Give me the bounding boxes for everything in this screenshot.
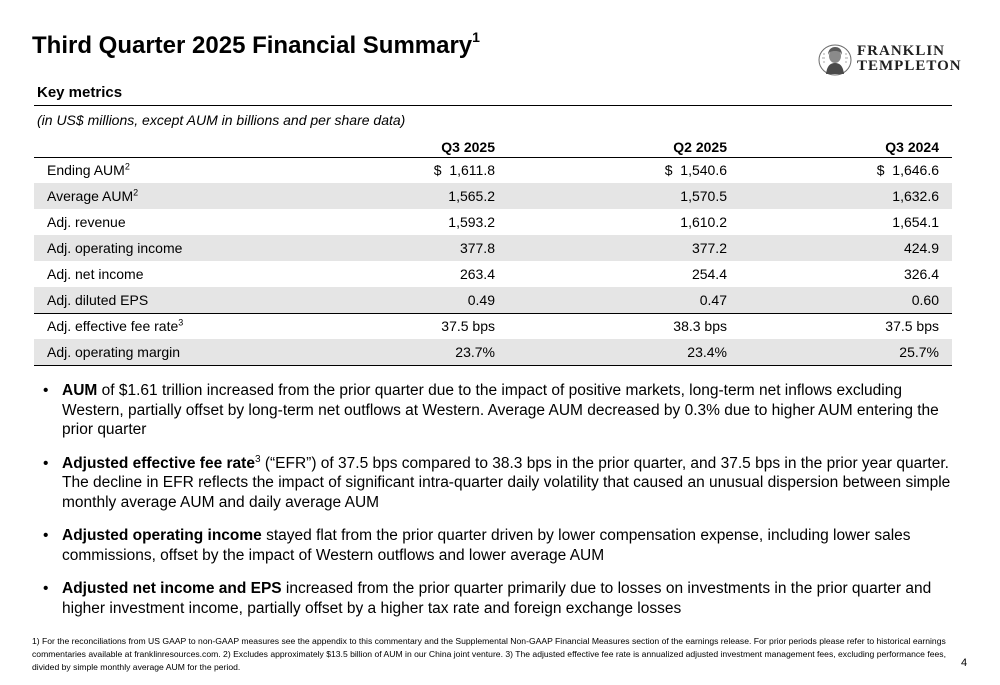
table-cell: 326.4 bbox=[903, 266, 939, 282]
table-cell: 424.9 bbox=[740, 235, 952, 261]
table-cell: 377.8 bbox=[281, 235, 508, 261]
table-row bbox=[34, 287, 952, 313]
franklin-templeton-logo bbox=[817, 44, 973, 78]
column-header: Q3 2025 bbox=[281, 138, 508, 157]
table-cell: 1,632.6 bbox=[740, 183, 952, 209]
section-heading: Key metrics bbox=[37, 84, 123, 101]
table-cell: 0.47 bbox=[508, 287, 740, 313]
table-cell: 1,593.2 bbox=[448, 214, 495, 230]
row-label: Adj. effective fee rate$^3$ bbox=[47, 317, 184, 335]
table-row bbox=[34, 157, 952, 183]
table-cell: 0.60 bbox=[740, 287, 952, 313]
page-number: 4 bbox=[961, 657, 968, 669]
table-row bbox=[34, 209, 952, 235]
footnote-marker: 3 bbox=[254, 453, 261, 465]
bullet-item: • Adjusted operating income stayed flat from the prior quarter driven by lower compensation expense, including lower sales commissions, offset by the impact of Western outflows and lower average AUM bbox=[43, 527, 911, 564]
table-cell: 0.49 bbox=[281, 287, 508, 313]
table-row bbox=[34, 261, 952, 287]
table-row bbox=[34, 339, 952, 365]
table-cell: $ 1,611.8 bbox=[433, 162, 495, 179]
table-cell: 1,654.1 bbox=[892, 214, 939, 230]
table-cell: 254.4 bbox=[691, 266, 727, 282]
row-label: Adj. revenue bbox=[47, 214, 126, 230]
table-cell: 377.2 bbox=[508, 235, 740, 261]
currency-symbol: $ bbox=[433, 162, 442, 179]
table-cell: 23.7% bbox=[281, 339, 508, 365]
row-label: Adj. net income bbox=[47, 266, 144, 282]
key-metrics-table bbox=[34, 138, 952, 366]
table-cell: 263.4 bbox=[459, 266, 495, 282]
row-label: Ending AUM$^2$ bbox=[47, 161, 130, 179]
bullet-icon: • bbox=[43, 382, 49, 399]
section-divider bbox=[34, 105, 952, 106]
title-footnote-marker: 1 bbox=[472, 29, 480, 45]
bullet-item: • AUM of $1.61 trillion increased from the prior quarter due to the impact of positive markets, long-term net inflows excluding Western, partially offset by long-term net outflows at Western. Average AUM decreased by 0.3% due to higher AUM entering the prior quarter bbox=[43, 382, 939, 438]
table-row bbox=[34, 235, 952, 261]
row-label: Adj. operating margin bbox=[34, 339, 281, 365]
bullet-item: • Adjusted net income and EPS increased from the prior quarter primarily due to losses on investments in the prior quarter and higher investment income, partially offset by a higher tax rate and foreign exchange losses bbox=[43, 580, 932, 617]
currency-symbol: $ bbox=[876, 162, 885, 179]
table-cell: $ 1,540.6 bbox=[664, 162, 727, 179]
currency-symbol: $ bbox=[664, 162, 673, 179]
header-blank bbox=[34, 138, 281, 157]
footnotes: 1) For the reconciliations from US GAAP to non-GAAP measures see the appendix to this commentary and the Supplemental Non-GAAP Financial Measures section of the earnings release. For prior periods please refer to historical earnings commentaries available at franklinresources.com. 2) Excludes approximately $13.5 billion of AUM in our China joint venture. 3) The adjusted effective fee rate is annualized adjusted investment management fees, excluding performance fees, divided by simple monthly average AUM for the period. bbox=[32, 636, 946, 672]
commentary-bullets bbox=[43, 381, 953, 632]
table-cell: 23.4% bbox=[508, 339, 740, 365]
benjamin-franklin-portrait-icon bbox=[817, 44, 853, 76]
footnote-marker: 3 bbox=[178, 317, 184, 328]
table-cell: 25.7% bbox=[740, 339, 952, 365]
table-cell: 1,570.5 bbox=[508, 183, 740, 209]
table-cell: 37.5 bps bbox=[441, 318, 495, 335]
table-row bbox=[34, 313, 952, 339]
column-header: Q2 2025 bbox=[508, 138, 740, 157]
bullet-item: • Adjusted effective fee rate$^3$ (“EFR”) of 37.5 bps compared to 38.3 bps in the prior quarter, and 37.5 bps in the prior year quarter. The decline in EFR reflects the impact of significant intra-quarter daily volatility that caused an unusual dispersion between simple monthly average AUM and daily average AUM bbox=[43, 453, 951, 511]
column-header: Q3 2024 bbox=[740, 138, 952, 157]
bullet-icon: • bbox=[43, 527, 49, 544]
table-row bbox=[34, 183, 952, 209]
bullet-icon: • bbox=[43, 454, 49, 472]
logo-wordmark bbox=[857, 44, 962, 74]
logo-line-2: TEMPLETON bbox=[857, 58, 962, 74]
page-title: Third Quarter 2025 Financial Summary$^1$ bbox=[32, 29, 480, 59]
logo-line-1: FRANKLIN bbox=[857, 43, 946, 59]
bullet-icon: • bbox=[43, 580, 49, 597]
footnote-marker: 2 bbox=[124, 161, 130, 172]
footnote-marker: 2 bbox=[133, 187, 139, 198]
table-cell: $ 1,646.6 bbox=[876, 162, 939, 179]
table-header-row bbox=[34, 138, 952, 157]
row-label: Average AUM$^2$ bbox=[34, 183, 281, 209]
table-cell: 1,565.2 bbox=[281, 183, 508, 209]
table-subtitle: (in US$ millions, except AUM in billions and per share data) bbox=[37, 112, 406, 128]
table-cell: 1,610.2 bbox=[680, 214, 727, 230]
table-cell: 37.5 bps bbox=[885, 318, 939, 335]
row-label: Adj. diluted EPS bbox=[34, 287, 281, 313]
row-label: Adj. operating income bbox=[34, 235, 281, 261]
table-cell: 38.3 bps bbox=[673, 318, 727, 335]
